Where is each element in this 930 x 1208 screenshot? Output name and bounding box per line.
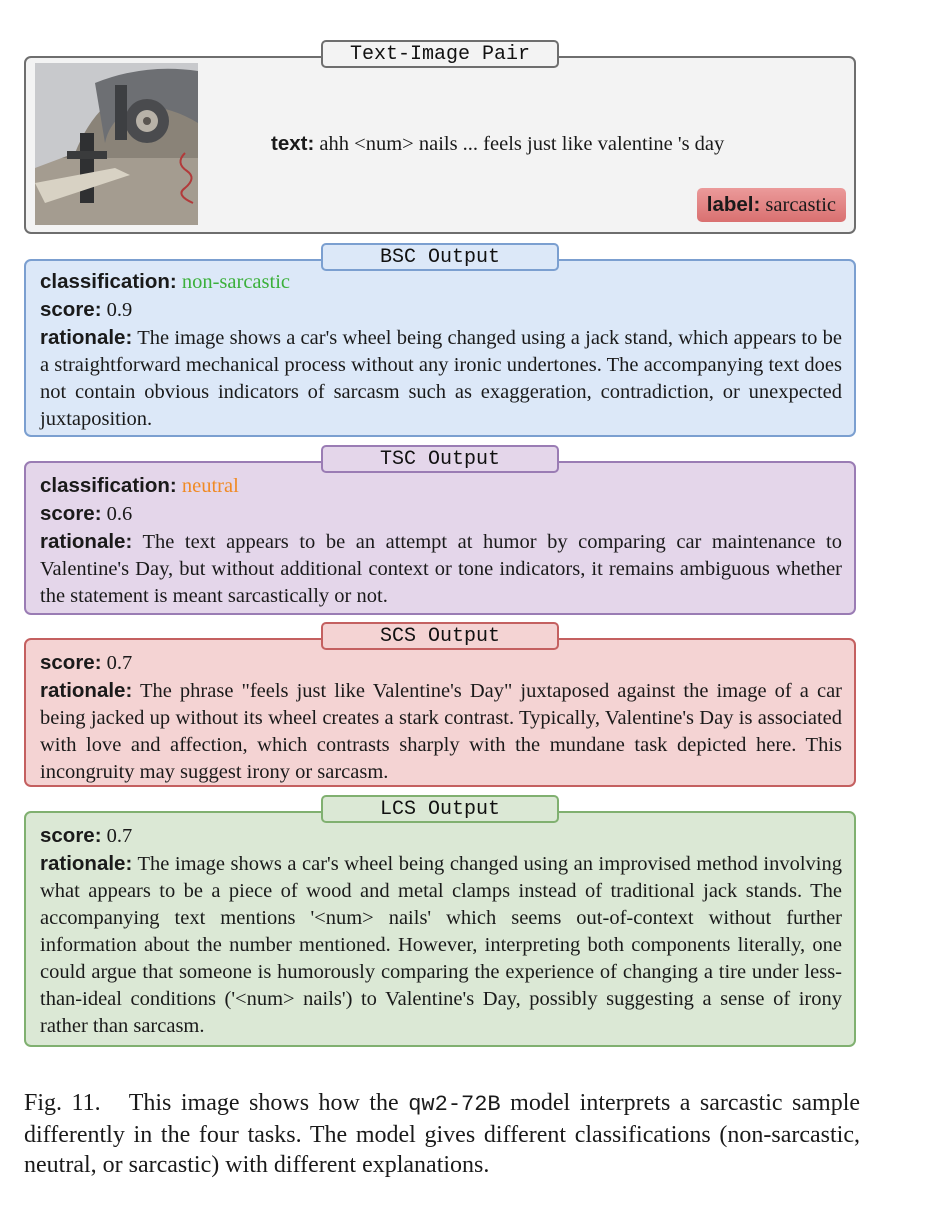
text-key: text: — [271, 132, 315, 155]
pair-text-line — [271, 132, 724, 156]
lcs-score — [40, 822, 842, 850]
text-image-pair-panel — [24, 56, 856, 234]
rationale-key: rationale: — [40, 530, 133, 553]
score-value: 0.9 — [106, 299, 133, 321]
car-wheel-photo — [35, 63, 198, 225]
tsc-output-panel — [24, 461, 856, 615]
label-badge — [697, 188, 846, 222]
rationale-key: rationale: — [40, 679, 133, 702]
score-value: 0.7 — [106, 652, 133, 674]
rationale-value: The phrase "feels just like Valentine's Day" juxtaposed against the image of a car being jacked up without its wheel creates a stark contrast. Typically, Valentine's Day is associated with love and affection, which contrasts sharply with the mundane task depicted here. This incongruity may suggest irony or sarcasm. — [40, 680, 842, 783]
tsc-rationale — [40, 528, 842, 610]
tsc-output-tab: TSC Output — [321, 445, 559, 473]
score-key: score: — [40, 651, 102, 674]
scs-rationale — [40, 677, 842, 786]
scs-output-panel — [24, 638, 856, 787]
classification-value: non-sarcastic — [181, 271, 290, 293]
lcs-rationale — [40, 850, 842, 1040]
score-value: 0.6 — [106, 503, 133, 525]
bsc-rationale — [40, 324, 842, 433]
score-value: 0.7 — [106, 825, 133, 847]
tsc-score — [40, 500, 842, 528]
label-value: sarcastic — [765, 194, 836, 216]
caption-model-name: qw2-72B — [408, 1092, 501, 1117]
score-key: score: — [40, 824, 102, 847]
classification-value: neutral — [181, 475, 239, 497]
score-key: score: — [40, 298, 102, 321]
rationale-key: rationale: — [40, 852, 133, 875]
caption-part2: model interprets a sarcastic sample differently in the four tasks. The model gives different classifications (non-sarcastic, neutral, or sarcastic) with different explanations. — [24, 1090, 861, 1178]
bsc-output-panel — [24, 259, 856, 437]
text-value: ahh <num> nails ... feels just like valentine 's day — [319, 133, 725, 155]
figure-caption — [24, 1088, 860, 1180]
lcs-output-panel — [24, 811, 856, 1047]
classification-key: classification: — [40, 474, 177, 497]
caption-prefix: Fig. 11. — [24, 1090, 101, 1116]
scs-output-tab: SCS Output — [321, 622, 559, 650]
score-key: score: — [40, 502, 102, 525]
rationale-value: The text appears to be an attempt at humor by comparing car maintenance to Valentine's Day, but without additional context or tone indicators, it remains ambiguous whether the statement is meant sarcastically or not. — [40, 531, 842, 607]
classification-key: classification: — [40, 270, 177, 293]
bsc-score — [40, 296, 842, 324]
label-key: label: — [706, 193, 761, 216]
lcs-output-tab: LCS Output — [321, 795, 559, 823]
caption-part1: This image shows how the — [128, 1090, 399, 1116]
rationale-value: The image shows a car's wheel being changed using an improvised method involving what appears to be a piece of wood and metal clamps instead of traditional jack stands. The accompanying text mentions '<num> nails' which seems out-of-context without further information about the number mentioned. However, interpreting both components literally, one could argue that someone is humorously comparing the experience of changing a tire under less-than-ideal conditions ('<num> nails') to Valentine's Day, possibly suggesting a sense of irony rather than sarcasm. — [40, 853, 842, 1037]
scs-score — [40, 649, 842, 677]
text-image-pair-tab: Text-Image Pair — [321, 40, 559, 68]
rationale-value: The image shows a car's wheel being changed using a jack stand, which appears to be a straightforward mechanical process without any ironic undertones. The accompanying text does not contain obvious indicators of sarcasm such as exaggeration, contradiction, or unexpected juxtaposition. — [40, 327, 842, 430]
bsc-classification — [40, 268, 842, 296]
tsc-classification — [40, 472, 842, 500]
bsc-output-tab: BSC Output — [321, 243, 559, 271]
rationale-key: rationale: — [40, 326, 133, 349]
